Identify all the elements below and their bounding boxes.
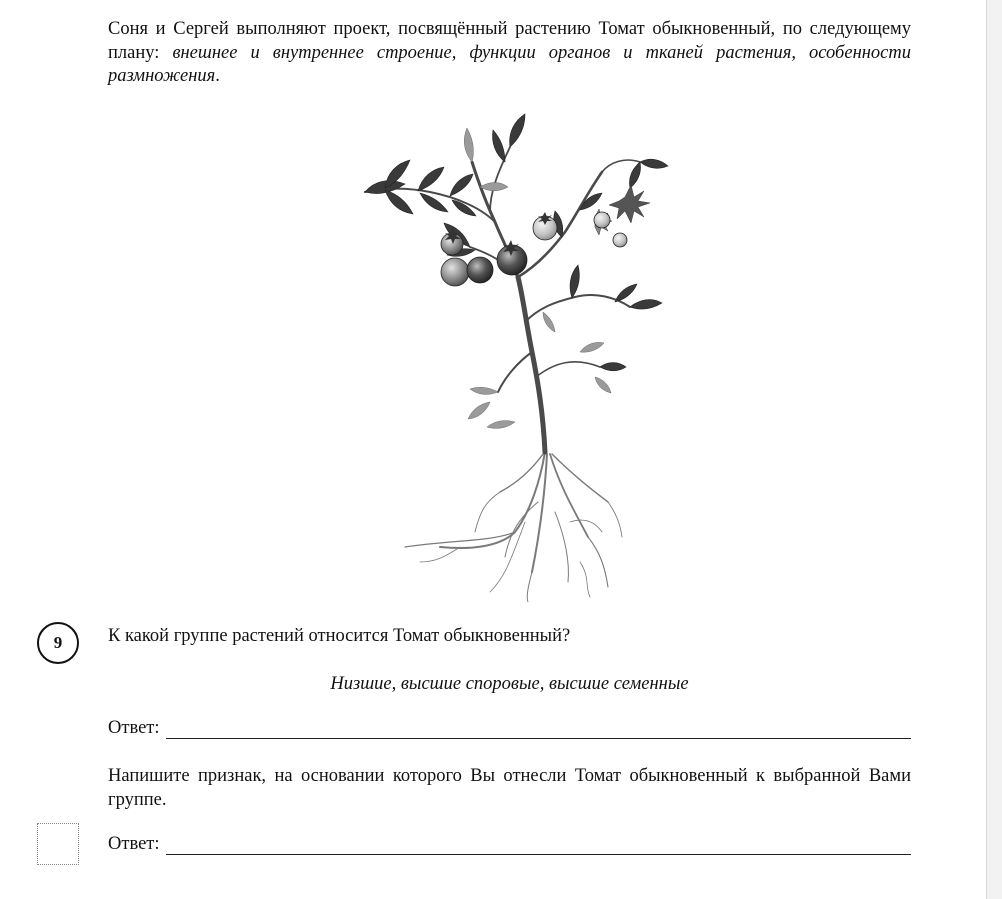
answer-line-2[interactable] bbox=[166, 836, 911, 855]
answer-label-2: Ответ: bbox=[108, 834, 160, 854]
answer-row-1 bbox=[108, 718, 911, 739]
intro-paragraph bbox=[108, 18, 911, 89]
answer-label-1: Ответ: bbox=[108, 718, 160, 738]
intro-end-text: . bbox=[215, 66, 220, 86]
answer-row-2 bbox=[108, 834, 911, 855]
question-text: К какой группе растений относится Томат обыкновенный? bbox=[108, 626, 571, 646]
tomato-plant-illustration bbox=[340, 92, 680, 602]
question-number-badge: 9 bbox=[37, 622, 79, 664]
intro-plan-text: внешнее и внутреннее строение, функции органов и тканей растения, особенности размножения bbox=[108, 42, 912, 86]
intro-lead-text: Соня и Сергей выполняют проект, посвящённый растению Томат обыкновенный, по следующему плану: bbox=[108, 19, 911, 63]
follow-up-question-text: Напишите признак, на основании которого Вы отнесли Томат обыкновенный к выбранной Вами группе. bbox=[108, 766, 911, 810]
score-box[interactable] bbox=[37, 823, 79, 865]
answer-line-1[interactable] bbox=[166, 720, 911, 739]
answer-options: Низшие, высшие споровые, высшие семенные bbox=[330, 674, 689, 694]
